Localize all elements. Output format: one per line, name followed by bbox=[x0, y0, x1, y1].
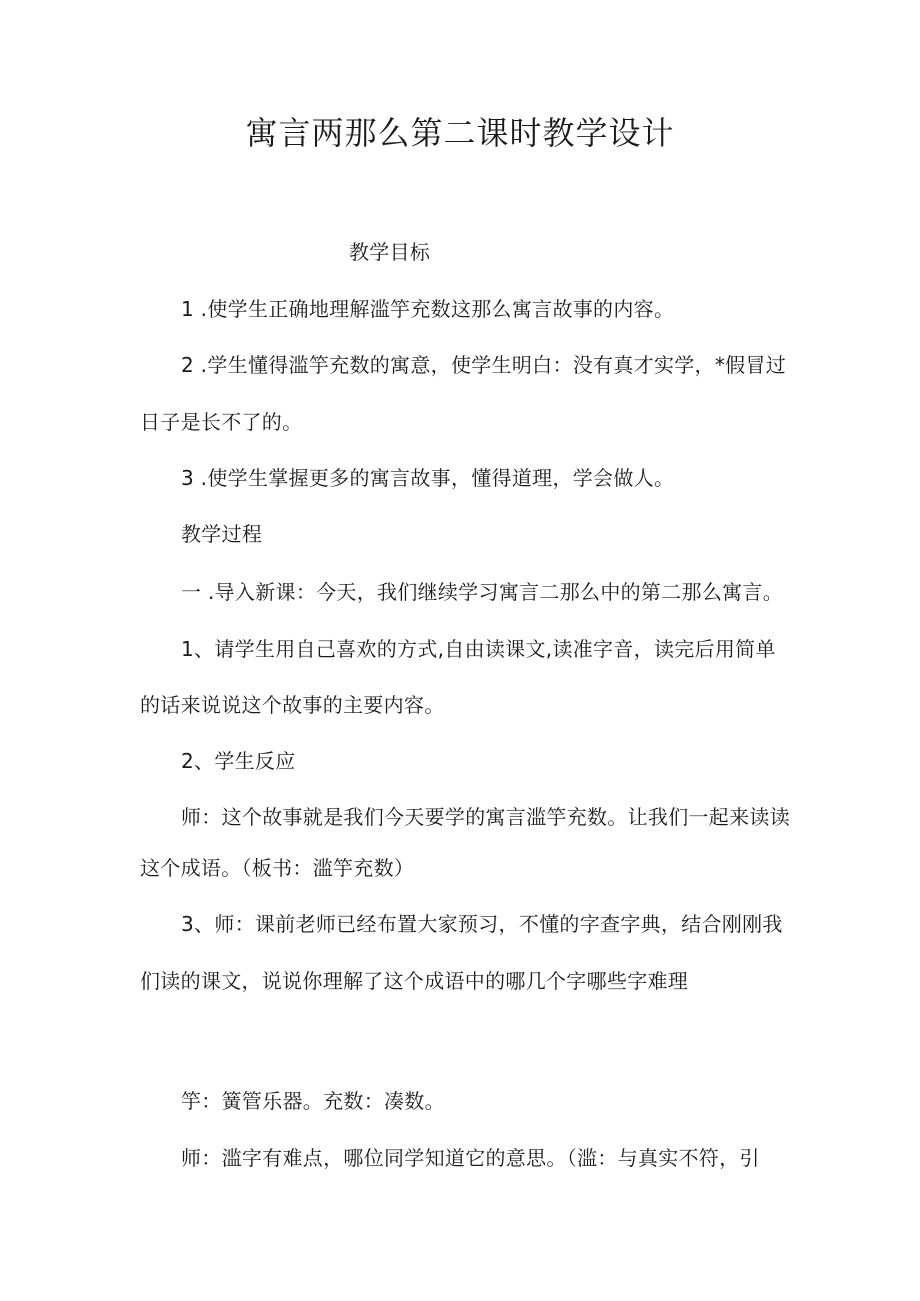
section-heading-process: 教学过程 bbox=[181, 522, 263, 546]
paragraph-line: 1、请学生用自己喜欢的方式,自由读课文,读准字音，读完后用简单 bbox=[181, 637, 776, 661]
paragraph-line: 师：滥字有难点，哪位同学知道它的意思。（滥：与真实不符，引 bbox=[181, 1146, 760, 1170]
paragraph-line: 竽：簧管乐器。充数：凑数。 bbox=[181, 1089, 445, 1113]
paragraph-line: 的话来说说这个故事的主要内容。 bbox=[140, 693, 445, 717]
paragraph-line: 师：这个故事就是我们今天要学的寓言滥竽充数。让我们一起来读读 bbox=[181, 805, 790, 829]
section-heading-objectives: 教学目标 bbox=[349, 240, 431, 264]
paragraph-line: 3、师：课前老师已经布置大家预习，不懂的字查字典，结合刚刚我 bbox=[181, 912, 783, 936]
paragraph-line: 这个成语。（板书：滥竽充数） bbox=[140, 856, 415, 880]
paragraph-line: 一 .导入新课：今天，我们继续学习寓言二那么中的第二那么寓言。 bbox=[181, 580, 784, 604]
paragraph-line: 3 .使学生掌握更多的寓言故事，懂得道理，学会做人。 bbox=[181, 466, 675, 490]
paragraph-line: 1 .使学生正确地理解滥竽充数这那么寓言故事的内容。 bbox=[181, 297, 675, 321]
paragraph-line: 2 .学生懂得滥竽充数的寓意，使学生明白：没有真才实学，*假冒过 bbox=[181, 353, 787, 377]
paragraph-line: 们读的课文，说说你理解了这个成语中的哪几个字哪些字难理 bbox=[140, 969, 689, 993]
paragraph-line: 日子是长不了的。 bbox=[140, 410, 303, 434]
paragraph-line: 2、学生反应 bbox=[181, 749, 296, 773]
document-title: 寓言两那么第二课时教学设计 bbox=[245, 114, 675, 152]
